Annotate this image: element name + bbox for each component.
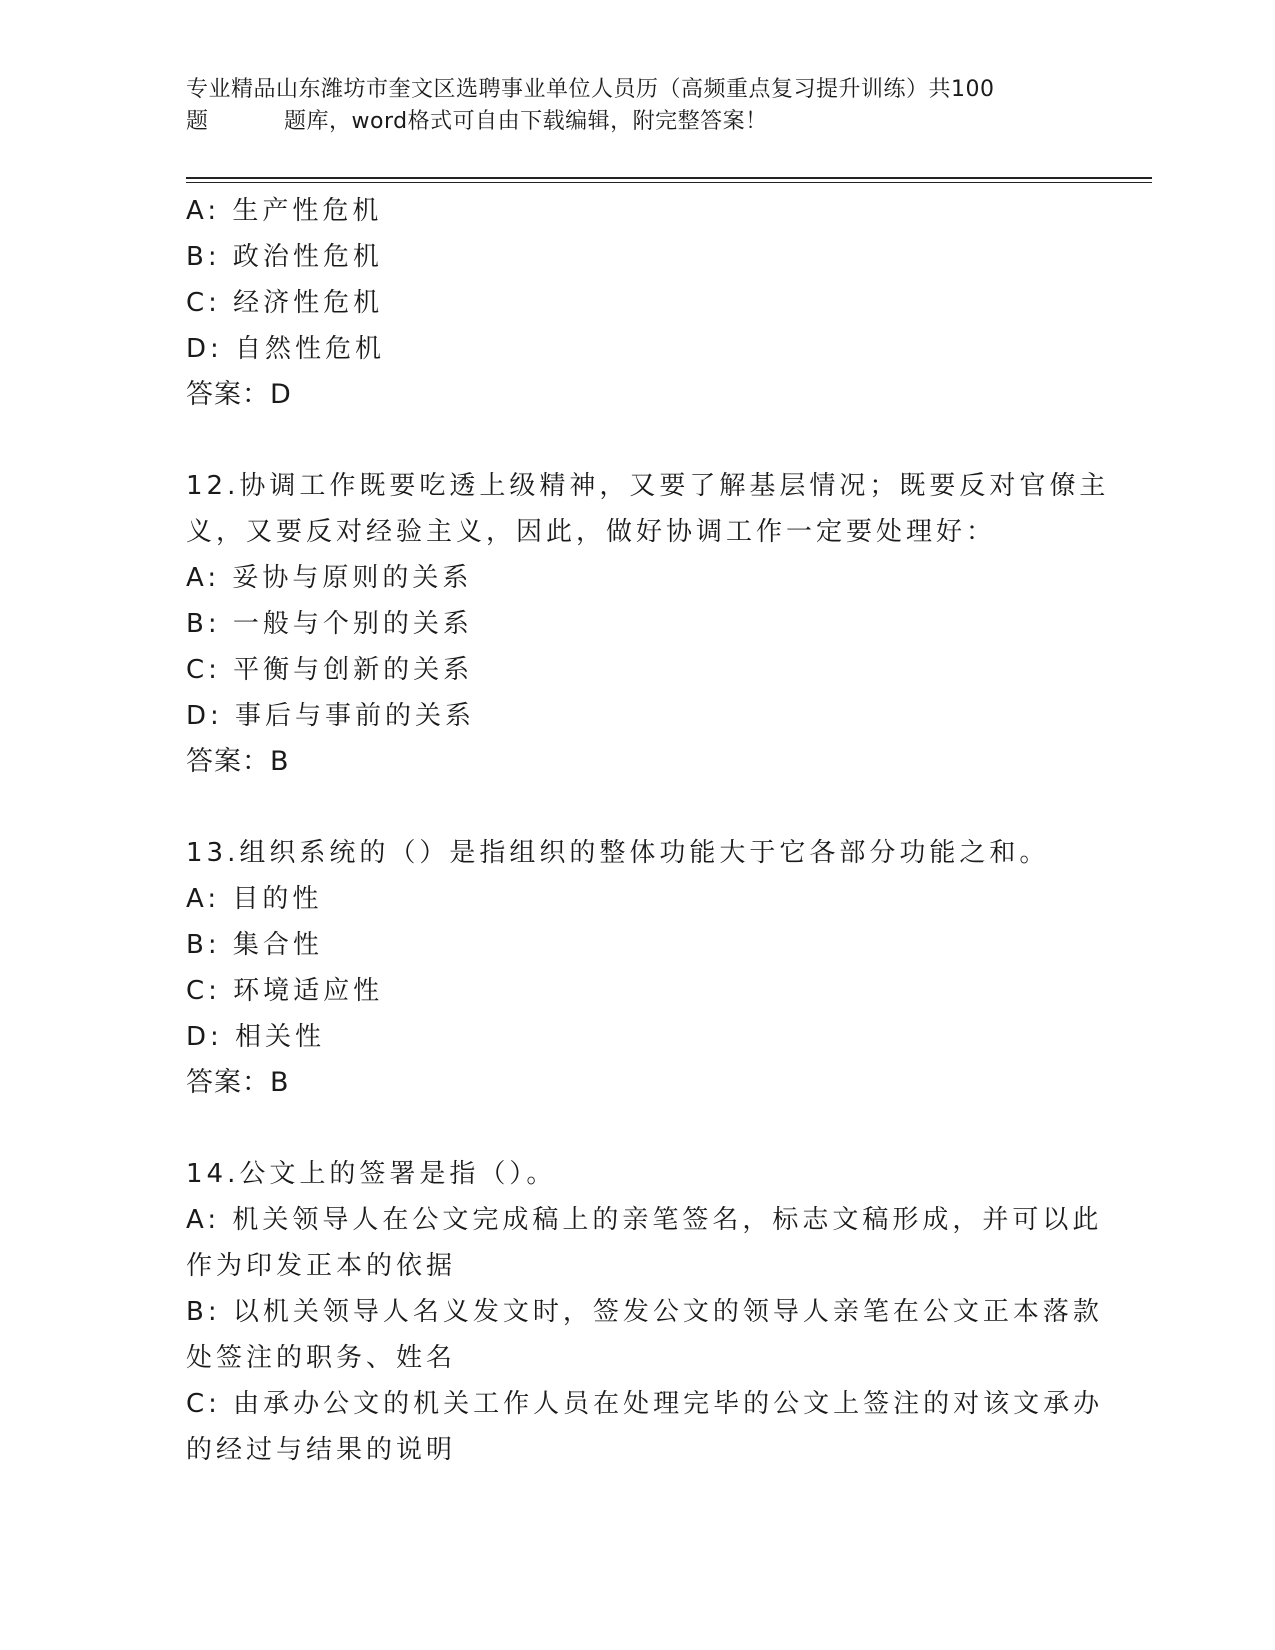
- option-b: B: 一般与个别的关系: [186, 609, 473, 639]
- answer: 答案：B: [186, 1067, 290, 1098]
- question-stem: 13.组织系统的（）是指组织的整体功能大于它各部分功能之和。: [186, 838, 1050, 868]
- spacer: [186, 785, 1086, 830]
- answer: 答案：B: [186, 746, 290, 777]
- header-rule-thick: [186, 177, 1152, 179]
- question-11: [186, 188, 1086, 418]
- option-c-line-2: 的经过与结果的说明: [186, 1435, 457, 1465]
- option-a: A: 妥协与原则的关系: [186, 563, 473, 593]
- option-a-line-1: A: 机关领导人在公文完成稿上的亲笔签名，标志文稿形成，并可以此: [186, 1205, 1103, 1235]
- document-body: [186, 188, 1110, 1473]
- option-b-line-2: 处签注的职务、姓名: [186, 1343, 457, 1373]
- option-b-line-1: B: 以机关领导人名义发文时，签发公文的领导人亲笔在公文正本落款: [186, 1297, 1103, 1327]
- question-stem: 14.公文上的签署是指（）。: [186, 1159, 557, 1189]
- option-c: C: 环境适应性: [186, 976, 384, 1006]
- option-c: C: 平衡与创新的关系: [186, 655, 474, 685]
- header-rule-thin: [186, 182, 1152, 183]
- header-line-2: [186, 106, 1086, 138]
- option-d: D: 事后与事前的关系: [186, 701, 476, 731]
- header-line-1: 专业精品山东潍坊市奎文区选聘事业单位人员历（高频重点复习提升训练）共100: [186, 77, 995, 102]
- question-stem: 义，又要反对经验主义，因此，做好协调工作一定要处理好：: [186, 517, 997, 547]
- option-a-line-2: 作为印发正本的依据: [186, 1251, 457, 1281]
- option-a: A: 目的性: [186, 884, 323, 914]
- spacer: [186, 418, 1086, 463]
- answer: 答案：D: [186, 379, 292, 410]
- question-14: [186, 1151, 1104, 1473]
- option-a: A: 生产性危机: [186, 196, 383, 226]
- option-b: B: 政治性危机: [186, 242, 383, 272]
- document-header: [186, 74, 1086, 138]
- option-d: D: 自然性危机: [186, 334, 386, 364]
- spacer: [186, 1106, 1086, 1151]
- header-line-2-rest: 题库，word格式可自由下载编辑，附完整答案！: [284, 109, 768, 134]
- question-13: [186, 830, 1086, 1106]
- option-d: D: 相关性: [186, 1022, 326, 1052]
- header-line-2-lead: 题: [186, 109, 209, 134]
- question-12: [186, 463, 1110, 785]
- option-c-line-1: C: 由承办公文的机关工作人员在处理完毕的公文上签注的对该文承办: [186, 1389, 1104, 1419]
- question-stem: 12.协调工作既要吃透上级精神，又要了解基层情况；既要反对官僚主: [186, 471, 1110, 501]
- option-b: B: 集合性: [186, 930, 323, 960]
- option-c: C: 经济性危机: [186, 288, 384, 318]
